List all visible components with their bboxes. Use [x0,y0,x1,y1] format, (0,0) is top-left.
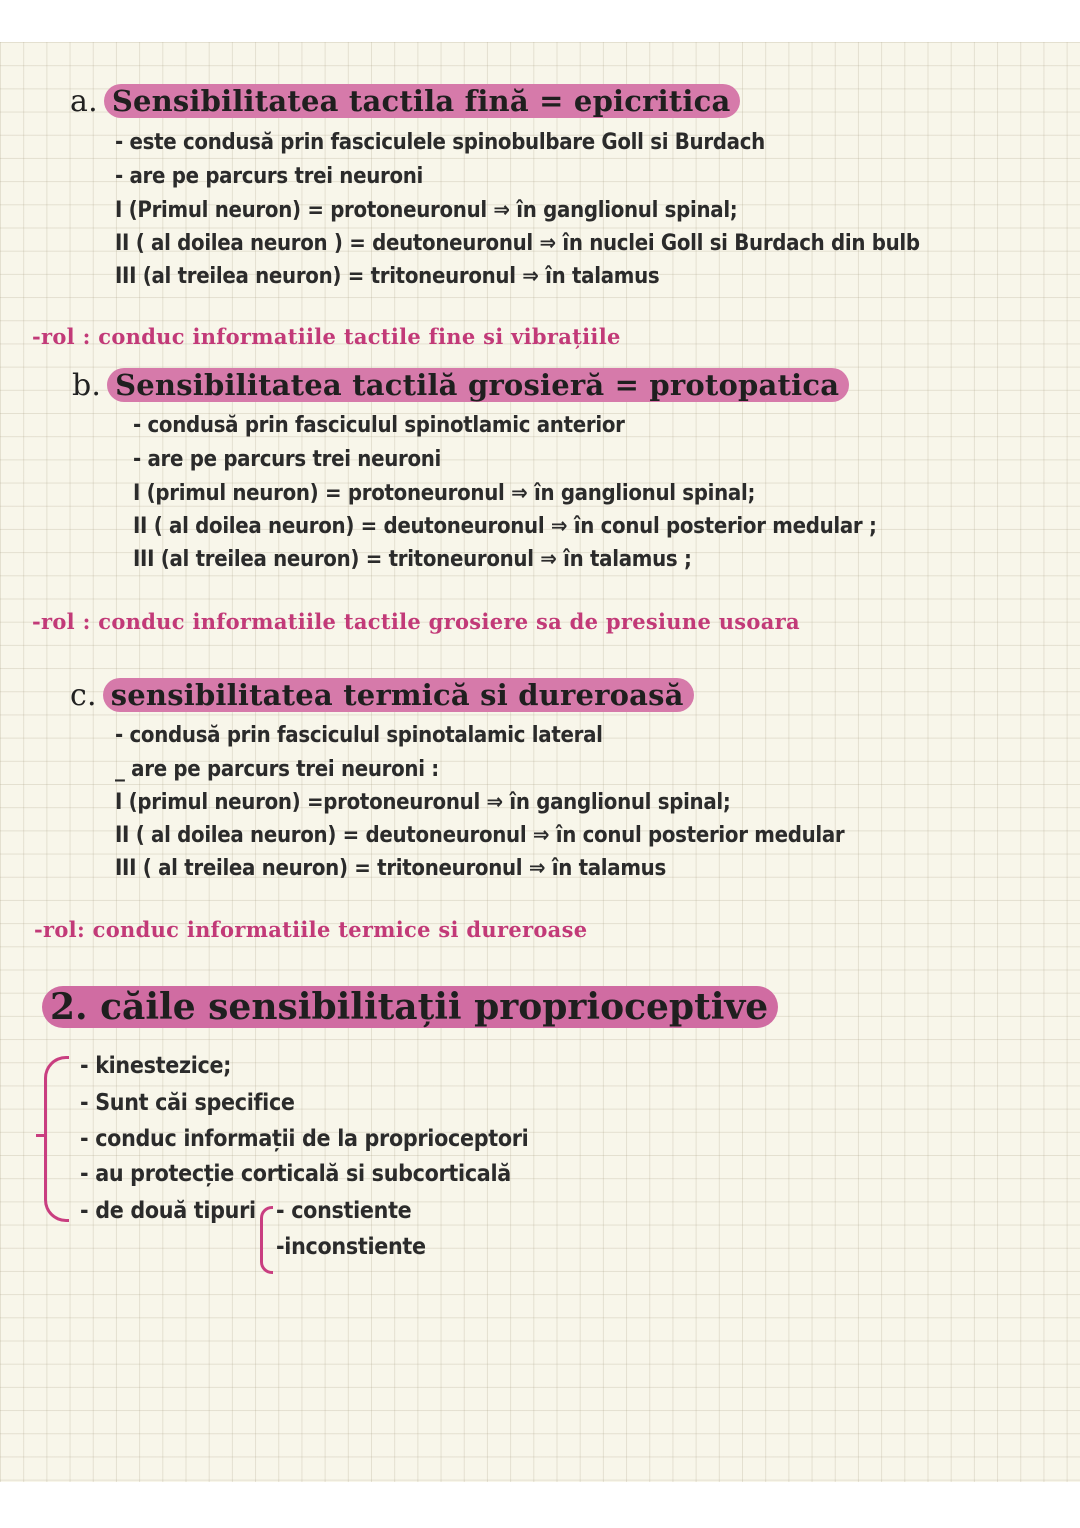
section-b-heading-text: Sensibilitatea tactilă grosieră = protopatica [107,368,849,402]
section-b-line-2: - are pe parcurs trei neuroni [133,447,442,472]
left-brace-tip-icon [36,1134,46,1137]
section-b-line-3: I (primul neuron) = protoneuronul ⇒ în ganglionul spinal; [133,481,756,506]
section-c-line-4: II ( al doilea neuron) = deutoneuronul ⇒ în conul posterior medular [115,823,845,848]
section-c-role: -rol: conduc informatiile termice si dureroase [34,917,588,942]
types-brace-icon [260,1206,273,1274]
section-2-item-4: - au protecție corticală si subcorticală [80,1161,511,1187]
section-a-heading-text: Sensibilitatea tactila fină = epicritica [104,84,741,118]
section-c-line-1: - condusă prin fasciculul spinotalamic lateral [115,723,603,748]
section-b-role: -rol : conduc informatiile tactile grosiere sa de presiune usoara [32,609,800,634]
section-2-type-1: - constiente [276,1198,412,1224]
section-c-line-2: _ are pe parcurs trei neuroni : [115,757,439,782]
section-c-heading-text: sensibilitatea termică si dureroasă [103,678,694,712]
section-2-heading-text: 2. căile sensibilitații proprioceptive [42,986,778,1028]
section-a-line-2: - are pe parcurs trei neuroni [115,164,424,189]
section-c-letter: c. [70,678,97,713]
section-b-line-5: III (al treilea neuron) = tritoneuronul ⇒ în talamus ; [133,547,692,572]
left-brace-icon [44,1056,69,1222]
section-c-heading [70,678,694,713]
section-2-type-2: -inconstiente [276,1234,426,1260]
section-c-line-5: III ( al treilea neuron) = tritoneuronul ⇒ în talamus [115,856,666,881]
section-2-heading [42,986,778,1028]
section-a-line-5: III (al treilea neuron) = tritoneuronul ⇒ în talamus [115,264,660,289]
section-b-letter: b. [72,368,102,403]
section-2-item-3: - conduc informații de la proprioceptori [80,1126,529,1152]
section-b-line-4: II ( al doilea neuron) = deutoneuronul ⇒ în conul posterior medular ; [133,514,877,539]
section-b-line-1: - condusă prin fasciculul spinotlamic anterior [133,413,625,438]
section-2-item-5: - de două tipuri [80,1198,256,1224]
section-b-heading [72,368,849,403]
section-a-heading [70,84,740,119]
section-a-line-4: II ( al doilea neuron ) = deutoneuronul ⇒ în nuclei Goll si Burdach din bulb [115,231,920,256]
section-a-role: -rol : conduc informatiile tactile fine si vibrațiile [32,324,621,349]
section-a-line-3: I (Primul neuron) = protoneuronul ⇒ în ganglionul spinal; [115,198,738,223]
section-a-letter: a. [70,84,98,119]
section-2-item-1: - kinestezice; [80,1053,232,1079]
section-a-line-1: - este condusă prin fasciculele spinobulbare Goll si Burdach [115,130,765,155]
section-c-line-3: I (primul neuron) =protoneuronul ⇒ în ganglionul spinal; [115,790,731,815]
section-2-item-2: - Sunt căi specifice [80,1090,295,1116]
